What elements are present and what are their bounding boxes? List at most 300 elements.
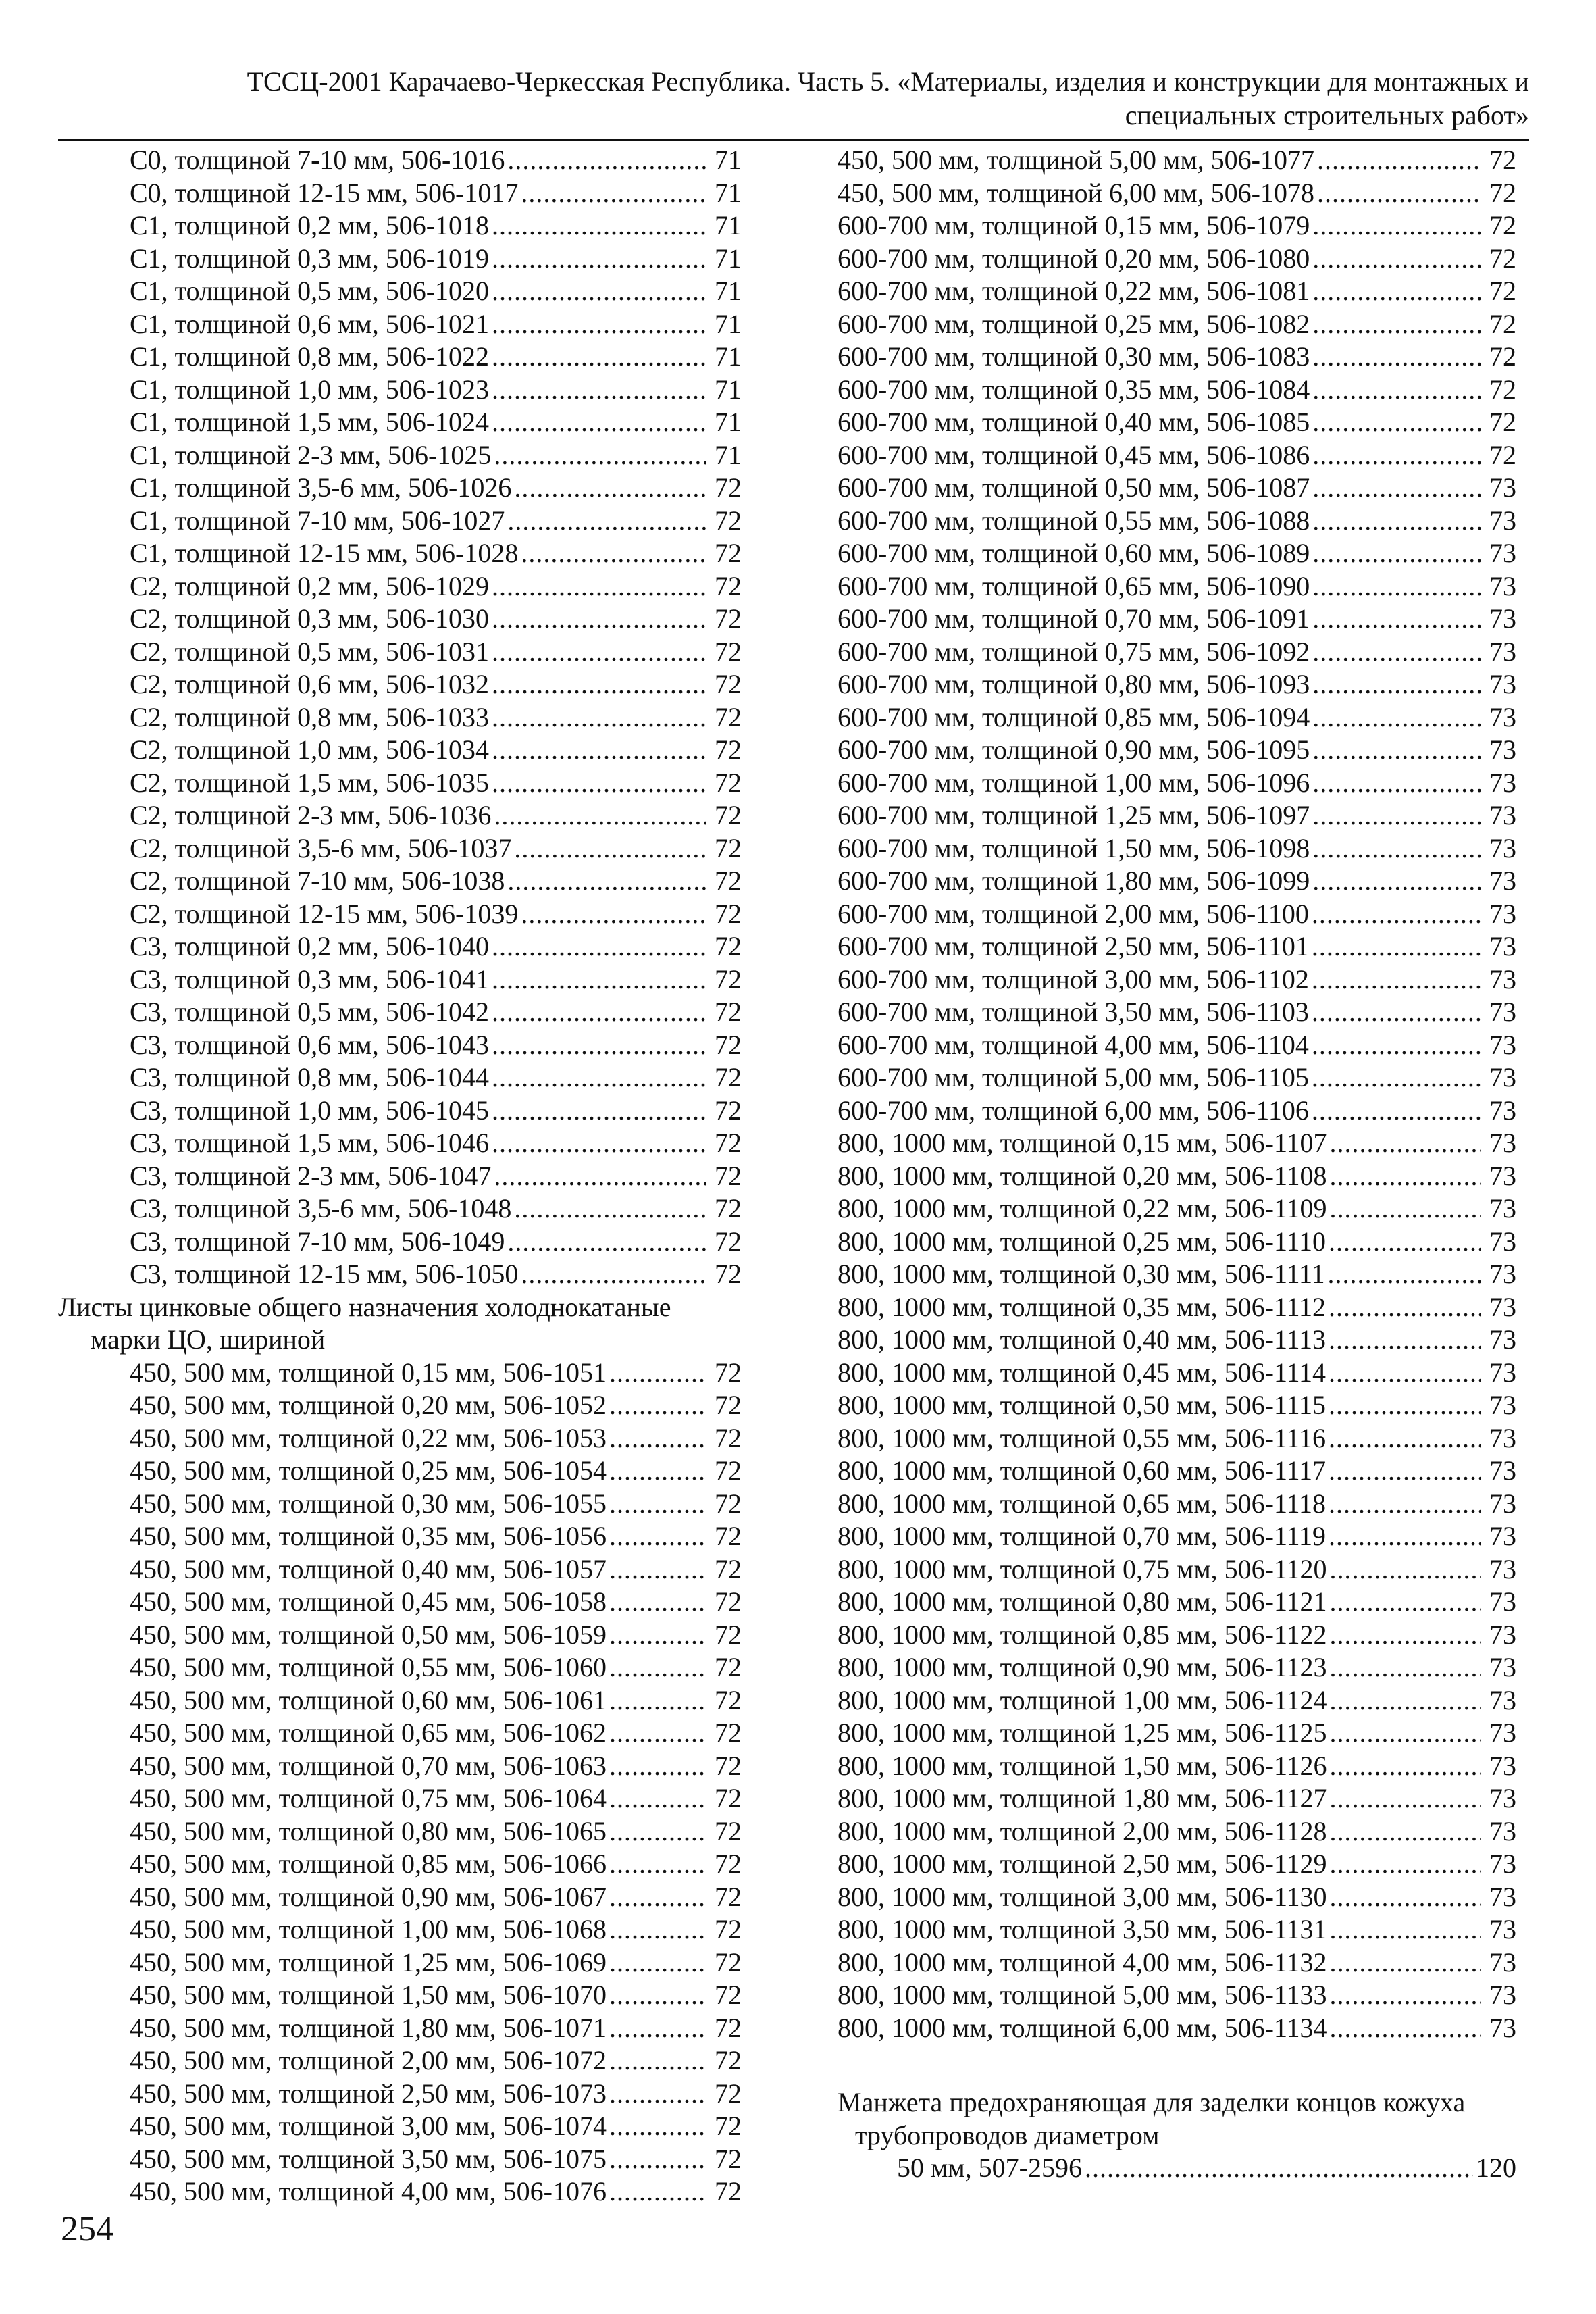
index-entry-page: 72 bbox=[1489, 341, 1516, 372]
dot-leader bbox=[1317, 177, 1481, 210]
index-entry-page: 72 bbox=[715, 1619, 742, 1650]
index-entry-page: 73 bbox=[1489, 1193, 1516, 1224]
index-entry bbox=[838, 1750, 1516, 1783]
dot-leader bbox=[1330, 1946, 1482, 1980]
index-entry bbox=[58, 243, 742, 276]
dot-leader bbox=[609, 1357, 706, 1390]
index-entry-page: 72 bbox=[1489, 210, 1516, 241]
index-entry-page: 120 bbox=[1476, 2153, 1516, 2183]
index-entry-page: 72 bbox=[715, 669, 742, 699]
index-entry-page: 73 bbox=[1489, 570, 1516, 601]
index-entry bbox=[838, 963, 1516, 997]
index-entry-text: 800, 1000 мм, толщиной 4,00 мм, 506-1132 bbox=[838, 1946, 1327, 1978]
index-entry-text: С3, толщиной 0,2 мм, 506-1040 bbox=[130, 931, 490, 961]
index-entry-page: 72 bbox=[715, 2045, 742, 2076]
index-entry bbox=[58, 865, 742, 898]
dot-leader bbox=[1317, 144, 1481, 177]
dot-leader bbox=[1312, 1029, 1481, 1062]
index-entry-text: 600-700 мм, толщиной 0,30 мм, 506-1083 bbox=[838, 341, 1310, 372]
dot-leader bbox=[492, 341, 706, 374]
index-entry bbox=[58, 570, 742, 603]
index-entry-page: 72 bbox=[1489, 177, 1516, 208]
index-entry-text: 600-700 мм, толщиной 0,70 мм, 506-1091 bbox=[838, 603, 1310, 634]
index-entry bbox=[838, 1291, 1516, 1324]
dot-leader bbox=[1329, 1357, 1481, 1390]
index-entry bbox=[58, 1258, 742, 1291]
index-entry bbox=[838, 1061, 1516, 1095]
index-entry-page: 72 bbox=[715, 1259, 742, 1289]
index-entry bbox=[838, 1520, 1516, 1553]
index-entry-text: 600-700 мм, толщиной 0,90 мм, 506-1095 bbox=[838, 734, 1310, 765]
index-entry-text: 600-700 мм, толщиной 0,60 мм, 506-1089 bbox=[838, 538, 1310, 568]
dot-leader bbox=[609, 2044, 706, 2078]
index-entry-text: С1, толщиной 0,3 мм, 506-1019 bbox=[130, 243, 490, 274]
index-entry-page: 72 bbox=[715, 636, 742, 667]
index-entry-text: 600-700 мм, толщиной 0,65 мм, 506-1090 bbox=[838, 570, 1310, 601]
dot-leader bbox=[492, 636, 706, 669]
index-entry bbox=[838, 668, 1516, 701]
index-entry-text: С0, толщиной 7-10 мм, 506-1016 bbox=[130, 145, 505, 175]
index-entry-page: 72 bbox=[715, 2176, 742, 2207]
index-entry-text: 800, 1000 мм, толщиной 0,20 мм, 506-1108 bbox=[838, 1160, 1327, 1191]
dot-leader bbox=[492, 374, 706, 407]
index-entry-text: С2, толщиной 1,0 мм, 506-1034 bbox=[130, 734, 490, 765]
dot-leader bbox=[492, 243, 706, 276]
dot-leader bbox=[1330, 1979, 1482, 2012]
dot-leader bbox=[494, 1160, 706, 1193]
index-entry-text: 800, 1000 мм, толщиной 0,60 мм, 506-1117 bbox=[838, 1455, 1327, 1486]
index-entry bbox=[838, 898, 1516, 931]
dot-leader bbox=[492, 668, 706, 701]
index-entry-text: С3, толщиной 3,5-6 мм, 506-1048 bbox=[130, 1193, 512, 1224]
dot-leader bbox=[1330, 1750, 1482, 1783]
index-entry-page: 73 bbox=[1489, 1160, 1516, 1191]
dot-leader bbox=[1330, 1586, 1482, 1619]
dot-leader bbox=[494, 439, 706, 472]
index-entry bbox=[58, 1946, 742, 1980]
index-entry-page: 72 bbox=[715, 1390, 742, 1420]
dot-leader bbox=[1330, 2012, 1482, 2045]
index-entry bbox=[58, 209, 742, 243]
index-entry-page: 72 bbox=[715, 1062, 742, 1092]
index-entry bbox=[838, 439, 1516, 472]
index-entry-text: 450, 500 мм, толщиной 0,70 мм, 506-1063 bbox=[130, 1750, 607, 1781]
dot-leader bbox=[1312, 767, 1481, 800]
index-entry-page: 72 bbox=[715, 1652, 742, 1682]
index-entry-page: 73 bbox=[1489, 1619, 1516, 1650]
index-entry-page: 73 bbox=[1489, 1980, 1516, 2010]
index-entry-page: 72 bbox=[715, 1717, 742, 1748]
index-entry-page: 73 bbox=[1489, 538, 1516, 568]
index-entry-text: С1, толщиной 1,0 мм, 506-1023 bbox=[130, 374, 490, 405]
index-entry bbox=[838, 177, 1516, 210]
dot-leader bbox=[1330, 1913, 1482, 1946]
dot-leader bbox=[609, 2012, 706, 2045]
index-entry-text: 450, 500 мм, толщиной 0,25 мм, 506-1054 bbox=[130, 1455, 607, 1486]
index-heading-continuation: марки ЦО, шириной bbox=[91, 1324, 326, 1355]
index-entry-page: 73 bbox=[1489, 1324, 1516, 1355]
index-entry-page: 72 bbox=[715, 472, 742, 503]
index-entry bbox=[58, 1192, 742, 1226]
index-entry-page: 73 bbox=[1489, 1553, 1516, 1584]
index-entry bbox=[58, 799, 742, 832]
index-entry-text: С1, толщиной 1,5 мм, 506-1024 bbox=[130, 407, 490, 437]
index-entry-page: 71 bbox=[715, 243, 742, 274]
index-entry-text: С3, толщиной 0,5 мм, 506-1042 bbox=[130, 997, 490, 1027]
index-entry bbox=[58, 734, 742, 767]
index-entry-page: 73 bbox=[1489, 1226, 1516, 1257]
dot-leader bbox=[521, 537, 706, 570]
dot-leader bbox=[1312, 439, 1481, 472]
dot-leader bbox=[521, 898, 706, 931]
dot-leader bbox=[1329, 1389, 1481, 1422]
index-entry-page: 73 bbox=[1489, 931, 1516, 961]
index-entry-text: 600-700 мм, толщиной 3,00 мм, 506-1102 bbox=[838, 963, 1309, 995]
index-entry-page: 72 bbox=[715, 1029, 742, 1060]
index-entry bbox=[58, 1717, 742, 1750]
dot-leader bbox=[1312, 898, 1481, 931]
index-entry-text: 600-700 мм, толщиной 0,55 мм, 506-1088 bbox=[838, 505, 1310, 536]
index-entry bbox=[58, 505, 742, 538]
index-entry bbox=[58, 1848, 742, 1881]
index-entry-text: 600-700 мм, толщиной 5,00 мм, 506-1105 bbox=[838, 1062, 1309, 1092]
index-entry bbox=[58, 636, 742, 669]
index-entry bbox=[58, 1586, 742, 1619]
index-entry-text: 800, 1000 мм, толщиной 2,00 мм, 506-1128 bbox=[838, 1815, 1327, 1846]
index-entry-text: 450, 500 мм, толщиной 0,85 мм, 506-1066 bbox=[130, 1848, 607, 1879]
dot-leader bbox=[1312, 308, 1481, 341]
index-entry bbox=[838, 1717, 1516, 1750]
index-entry bbox=[58, 1684, 742, 1717]
index-entry bbox=[838, 243, 1516, 276]
dot-leader bbox=[1330, 1881, 1482, 1914]
index-entry-text: С3, толщиной 0,6 мм, 506-1043 bbox=[130, 1029, 490, 1060]
index-entry-text: 450, 500 мм, толщиной 0,40 мм, 506-1057 bbox=[130, 1553, 607, 1584]
index-entry-text: 450, 500 мм, толщиной 1,80 мм, 506-1071 bbox=[130, 2012, 607, 2043]
index-entry-page: 71 bbox=[715, 210, 742, 241]
index-entry-text: С1, толщиной 3,5-6 мм, 506-1026 bbox=[130, 472, 512, 503]
dot-leader bbox=[492, 308, 706, 341]
index-entry-page: 72 bbox=[715, 997, 742, 1027]
index-entry-page: 72 bbox=[1489, 308, 1516, 339]
index-column-right bbox=[838, 144, 1516, 2185]
index-group bbox=[838, 2152, 1516, 2185]
index-entry-page: 72 bbox=[715, 1783, 742, 1813]
index-entry-text: 800, 1000 мм, толщиной 0,30 мм, 506-1111 bbox=[838, 1259, 1325, 1289]
index-entry bbox=[58, 930, 742, 963]
index-entry-text: 800, 1000 мм, толщиной 1,25 мм, 506-1125 bbox=[838, 1717, 1327, 1748]
index-entry bbox=[58, 1979, 742, 2012]
index-entry-page: 72 bbox=[715, 1881, 742, 1912]
index-entry-page: 73 bbox=[1489, 1259, 1516, 1289]
dot-leader bbox=[1312, 209, 1481, 243]
index-entry bbox=[838, 1881, 1516, 1914]
index-entry bbox=[58, 1095, 742, 1128]
index-entry-text: 450, 500 мм, толщиной 0,75 мм, 506-1064 bbox=[130, 1783, 607, 1813]
index-entry-page: 73 bbox=[1489, 472, 1516, 503]
dot-leader bbox=[492, 570, 706, 603]
index-entry bbox=[838, 930, 1516, 963]
dot-leader bbox=[1312, 406, 1481, 439]
index-entry bbox=[58, 963, 742, 997]
index-entry-text: С2, толщиной 0,3 мм, 506-1030 bbox=[130, 603, 490, 634]
dot-leader bbox=[609, 1979, 706, 2012]
dot-leader bbox=[609, 1848, 706, 1881]
index-entry-text: С3, толщиной 2-3 мм, 506-1047 bbox=[130, 1160, 492, 1191]
index-entry-text: 450, 500 мм, толщиной 3,50 мм, 506-1075 bbox=[130, 2143, 607, 2174]
index-entry bbox=[838, 1979, 1516, 2012]
index-entry-page: 72 bbox=[715, 1980, 742, 2010]
dot-leader bbox=[609, 1389, 706, 1422]
index-entry-text: 450, 500 мм, толщиной 0,60 мм, 506-1061 bbox=[130, 1684, 607, 1715]
index-entry bbox=[58, 472, 742, 505]
index-entry-text: 600-700 мм, толщиной 0,75 мм, 506-1092 bbox=[838, 636, 1310, 667]
index-entry-text: С1, толщиной 12-15 мм, 506-1028 bbox=[130, 538, 519, 568]
dot-leader bbox=[609, 1815, 706, 1848]
dot-leader bbox=[1330, 1684, 1482, 1717]
index-entry-text: 600-700 мм, толщиной 0,22 мм, 506-1081 bbox=[838, 276, 1310, 306]
index-entry-page: 72 bbox=[1489, 276, 1516, 306]
index-entry-text: 450, 500 мм, толщиной 0,35 мм, 506-1056 bbox=[130, 1521, 607, 1551]
index-entry bbox=[838, 1324, 1516, 1357]
index-entry-text: 450, 500 мм, толщиной 0,55 мм, 506-1060 bbox=[130, 1652, 607, 1682]
index-entry bbox=[838, 1782, 1516, 1815]
dot-leader bbox=[609, 1553, 706, 1586]
dot-leader bbox=[492, 734, 706, 767]
dot-leader bbox=[1312, 537, 1481, 570]
dot-leader bbox=[609, 1586, 706, 1619]
index-entry-text: 600-700 мм, толщиной 4,00 мм, 506-1104 bbox=[838, 1029, 1309, 1060]
index-entry bbox=[58, 1357, 742, 1390]
index-entry-text: 450, 500 мм, толщиной 0,50 мм, 506-1059 bbox=[130, 1619, 607, 1650]
index-entry-page: 72 bbox=[715, 2143, 742, 2174]
dot-leader bbox=[1312, 603, 1481, 636]
index-entry bbox=[58, 832, 742, 865]
index-entry-page: 73 bbox=[1489, 1750, 1516, 1781]
index-entry-text: 800, 1000 мм, толщиной 0,22 мм, 506-1109 bbox=[838, 1193, 1327, 1224]
index-entry-text: С2, толщиной 1,5 мм, 506-1035 bbox=[130, 767, 490, 798]
index-entry bbox=[838, 1913, 1516, 1946]
index-entry bbox=[58, 1815, 742, 1848]
index-entry bbox=[838, 767, 1516, 800]
index-entry-page: 73 bbox=[1489, 1390, 1516, 1420]
index-entry-text: С2, толщиной 3,5-6 мм, 506-1037 bbox=[130, 832, 512, 863]
index-entry-text: 800, 1000 мм, толщиной 3,50 мм, 506-1131 bbox=[838, 1914, 1327, 1944]
index-entry-text: 800, 1000 мм, толщиной 2,50 мм, 506-1129 bbox=[838, 1848, 1327, 1879]
dot-leader bbox=[1312, 505, 1481, 538]
index-entry bbox=[838, 832, 1516, 865]
dot-leader bbox=[1329, 1488, 1481, 1521]
index-entry bbox=[838, 1619, 1516, 1652]
dot-leader bbox=[609, 1488, 706, 1521]
index-entry-text: 450, 500 мм, толщиной 5,00 мм, 506-1077 bbox=[838, 145, 1314, 175]
dot-leader bbox=[492, 701, 706, 734]
index-entry-text: 600-700 мм, толщиной 0,35 мм, 506-1084 bbox=[838, 374, 1310, 405]
dot-leader bbox=[1312, 570, 1481, 603]
dot-leader bbox=[1329, 1291, 1481, 1324]
index-entry-text: 800, 1000 мм, толщиной 0,80 мм, 506-1121 bbox=[838, 1586, 1327, 1617]
index-entry-text: 450, 500 мм, толщиной 0,15 мм, 506-1051 bbox=[130, 1357, 607, 1388]
index-entry bbox=[838, 1192, 1516, 1226]
index-entry-text: 800, 1000 мм, толщиной 0,75 мм, 506-1120 bbox=[838, 1553, 1327, 1584]
index-entry bbox=[838, 2012, 1516, 2045]
index-entry bbox=[58, 2044, 742, 2078]
index-entry-text: 800, 1000 мм, толщиной 1,00 мм, 506-1124 bbox=[838, 1684, 1327, 1715]
index-entry-text: С3, толщиной 1,0 мм, 506-1045 bbox=[130, 1095, 490, 1126]
running-header-line-1: ТССЦ-2001 Карачаево-Черкесская Республика. Часть 5. «Материалы, изделия и конструкции для монтажных и bbox=[247, 66, 1529, 97]
dot-leader bbox=[609, 1684, 706, 1717]
index-entry bbox=[838, 1651, 1516, 1684]
index-entry-page: 71 bbox=[715, 374, 742, 405]
index-entry-page: 72 bbox=[1489, 145, 1516, 175]
index-entry-page: 73 bbox=[1489, 1128, 1516, 1158]
dot-leader bbox=[609, 2175, 706, 2209]
index-entry bbox=[58, 1160, 742, 1193]
index-entry-page: 73 bbox=[1489, 636, 1516, 667]
index-entry bbox=[58, 1553, 742, 1586]
index-entry-page: 73 bbox=[1489, 1422, 1516, 1453]
index-entry bbox=[838, 1160, 1516, 1193]
index-entry bbox=[58, 1389, 742, 1422]
index-entry-page: 72 bbox=[715, 898, 742, 929]
index-entry bbox=[838, 701, 1516, 734]
index-entry-page: 73 bbox=[1489, 1946, 1516, 1978]
index-entry bbox=[58, 668, 742, 701]
index-entry-page: 71 bbox=[715, 276, 742, 306]
index-entry-text: 800, 1000 мм, толщиной 0,40 мм, 506-1113 bbox=[838, 1324, 1327, 1355]
dot-leader bbox=[492, 767, 706, 800]
index-entry-page: 72 bbox=[715, 2012, 742, 2043]
index-entry bbox=[838, 505, 1516, 538]
dot-leader bbox=[1329, 1520, 1481, 1553]
index-entry-text: 600-700 мм, толщиной 0,85 мм, 506-1094 bbox=[838, 701, 1310, 732]
dot-leader bbox=[492, 996, 706, 1029]
index-entry-page: 72 bbox=[715, 2111, 742, 2141]
index-entry-text: 450, 500 мм, толщиной 1,00 мм, 506-1068 bbox=[130, 1914, 607, 1944]
index-entry-text: 800, 1000 мм, толщиной 0,25 мм, 506-1110 bbox=[838, 1226, 1327, 1257]
index-entry bbox=[58, 439, 742, 472]
dot-leader bbox=[609, 2143, 706, 2176]
dot-leader bbox=[521, 177, 706, 210]
index-entry-page: 73 bbox=[1489, 865, 1516, 896]
index-entry-page: 72 bbox=[715, 734, 742, 765]
index-entry-text: С3, толщиной 0,8 мм, 506-1044 bbox=[130, 1062, 490, 1092]
index-entry-text: 450, 500 мм, толщиной 6,00 мм, 506-1078 bbox=[838, 177, 1314, 208]
dot-leader bbox=[514, 832, 706, 865]
index-entry bbox=[838, 308, 1516, 341]
index-entry-page: 72 bbox=[715, 1914, 742, 1944]
index-entry-page: 73 bbox=[1489, 505, 1516, 536]
dot-leader bbox=[492, 603, 706, 636]
index-entry-page: 72 bbox=[715, 931, 742, 961]
index-entry-text: 800, 1000 мм, толщиной 0,85 мм, 506-1122 bbox=[838, 1619, 1327, 1650]
index-entry bbox=[838, 1029, 1516, 1062]
dot-leader bbox=[609, 1422, 706, 1455]
running-header-line-2: специальных строительных работ» bbox=[1125, 100, 1529, 130]
index-entry-text: 600-700 мм, толщиной 1,25 мм, 506-1097 bbox=[838, 800, 1310, 830]
index-entry-text: 600-700 мм, толщиной 1,00 мм, 506-1096 bbox=[838, 767, 1310, 798]
index-entry-text: 600-700 мм, толщиной 1,50 мм, 506-1098 bbox=[838, 832, 1310, 863]
index-entry-text: С3, толщиной 1,5 мм, 506-1046 bbox=[130, 1128, 490, 1158]
index-entry-page: 71 bbox=[715, 145, 742, 175]
index-entry-page: 72 bbox=[1489, 407, 1516, 437]
dot-leader bbox=[1312, 1095, 1481, 1128]
index-heading-continuation: трубопроводов диаметром bbox=[855, 2119, 1160, 2150]
index-entry-page: 72 bbox=[715, 1815, 742, 1846]
index-entry bbox=[58, 767, 742, 800]
index-entry-text: С3, толщиной 12-15 мм, 506-1050 bbox=[130, 1259, 519, 1289]
index-entry bbox=[58, 898, 742, 931]
index-entry bbox=[838, 1258, 1516, 1291]
index-entry bbox=[58, 603, 742, 636]
index-entry-page: 72 bbox=[715, 1750, 742, 1781]
index-entry bbox=[838, 734, 1516, 767]
index-entry-text: 450, 500 мм, толщиной 0,45 мм, 506-1058 bbox=[130, 1586, 607, 1617]
index-entry bbox=[58, 1422, 742, 1455]
index-entry bbox=[838, 1455, 1516, 1488]
index-entry-page: 72 bbox=[1489, 374, 1516, 405]
index-entry-text: С0, толщиной 12-15 мм, 506-1017 bbox=[130, 177, 519, 208]
index-group bbox=[838, 144, 1516, 2044]
index-entry-page: 72 bbox=[715, 1193, 742, 1224]
index-entry bbox=[58, 1619, 742, 1652]
index-entry bbox=[838, 1488, 1516, 1521]
dot-leader bbox=[1330, 1127, 1482, 1160]
index-entry bbox=[838, 996, 1516, 1029]
index-entry-text: 800, 1000 мм, толщиной 5,00 мм, 506-1133 bbox=[838, 1980, 1327, 2010]
index-entry bbox=[838, 537, 1516, 570]
dot-leader bbox=[1312, 668, 1481, 701]
index-entry bbox=[838, 1684, 1516, 1717]
index-entry-text: 600-700 мм, толщиной 0,80 мм, 506-1093 bbox=[838, 669, 1310, 699]
index-entry-text: 600-700 мм, толщиной 6,00 мм, 506-1106 bbox=[838, 1095, 1309, 1126]
index-entry-text: С2, толщиной 2-3 мм, 506-1036 bbox=[130, 800, 492, 830]
dot-leader bbox=[609, 1881, 706, 1914]
index-entry-text: 450, 500 мм, толщиной 0,30 мм, 506-1055 bbox=[130, 1488, 607, 1519]
dot-leader bbox=[1312, 374, 1481, 407]
index-entry bbox=[58, 1881, 742, 1914]
index-entry-page: 72 bbox=[715, 865, 742, 896]
index-entry-page: 73 bbox=[1489, 1783, 1516, 1813]
dot-leader bbox=[1312, 734, 1481, 767]
dot-leader bbox=[507, 1226, 706, 1259]
index-entry-text: 600-700 мм, толщиной 0,15 мм, 506-1079 bbox=[838, 210, 1310, 241]
section-gap bbox=[838, 2044, 1516, 2086]
index-entry-text: 450, 500 мм, толщиной 0,22 мм, 506-1053 bbox=[130, 1422, 607, 1453]
dot-leader bbox=[1328, 1258, 1481, 1291]
dot-leader bbox=[1312, 341, 1481, 374]
index-entry-page: 71 bbox=[715, 439, 742, 470]
index-entry-text: 450, 500 мм, толщиной 2,50 мм, 506-1073 bbox=[130, 2078, 607, 2109]
index-entry-page: 72 bbox=[715, 1586, 742, 1617]
index-entry-text: С2, толщиной 0,8 мм, 506-1033 bbox=[130, 701, 490, 732]
index-entry-text: С1, толщиной 0,5 мм, 506-1020 bbox=[130, 276, 490, 306]
index-entry-text: 450, 500 мм, толщиной 0,20 мм, 506-1052 bbox=[130, 1390, 607, 1420]
index-entry-page: 73 bbox=[1489, 1521, 1516, 1551]
index-entry bbox=[58, 374, 742, 407]
index-entry-page: 72 bbox=[715, 767, 742, 798]
index-entry-page: 73 bbox=[1489, 800, 1516, 830]
index-entry bbox=[838, 1422, 1516, 1455]
dot-leader bbox=[609, 2078, 706, 2111]
dot-leader bbox=[1312, 1061, 1481, 1095]
index-entry-page: 73 bbox=[1489, 1488, 1516, 1519]
index-entry bbox=[838, 406, 1516, 439]
index-entry-page: 73 bbox=[1489, 1815, 1516, 1846]
index-entry bbox=[838, 636, 1516, 669]
index-entry bbox=[838, 1848, 1516, 1881]
index-entry-text: 800, 1000 мм, толщиной 1,50 мм, 506-1126 bbox=[838, 1750, 1327, 1781]
